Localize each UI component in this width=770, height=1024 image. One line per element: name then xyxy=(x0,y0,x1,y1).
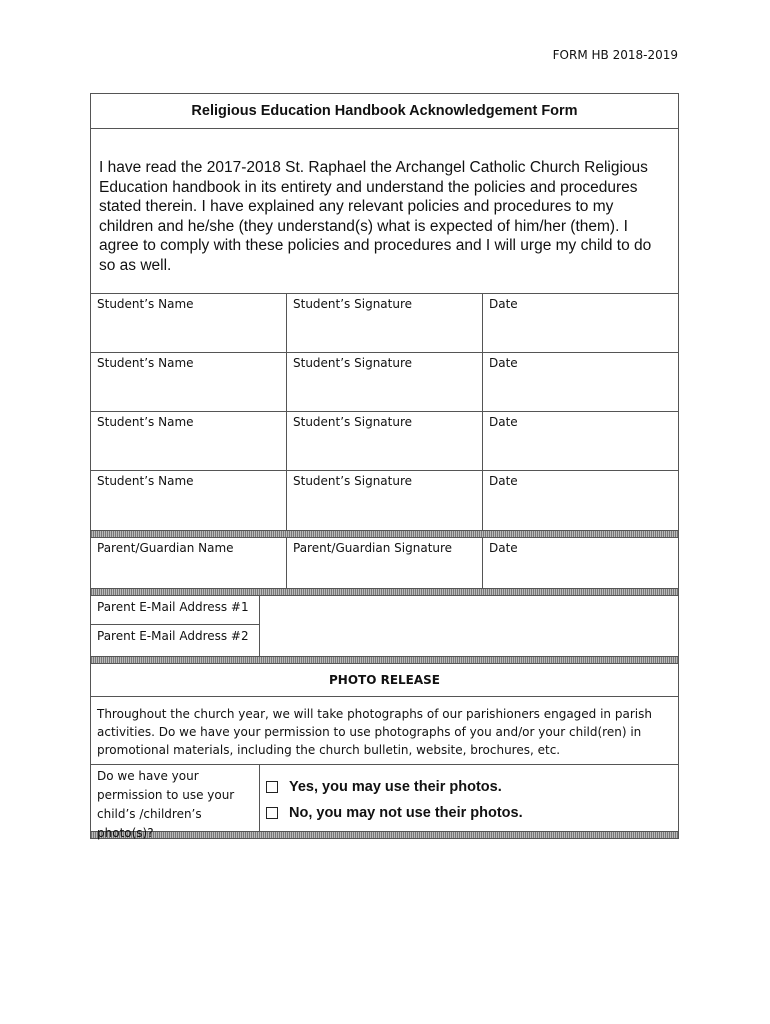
section-divider xyxy=(91,656,678,664)
email-label-1: Parent E-Mail Address #1 xyxy=(91,596,259,625)
student-name-field[interactable]: Student’s Name xyxy=(91,353,287,411)
option-yes[interactable] xyxy=(266,774,678,800)
student-row xyxy=(91,471,678,530)
parent-name-field[interactable]: Parent/Guardian Name xyxy=(91,538,287,588)
student-name-field[interactable]: Student’s Name xyxy=(91,294,287,352)
form-title: Religious Education Handbook Acknowledgement Form xyxy=(91,94,678,129)
acknowledgement-form xyxy=(90,93,679,839)
email-input-area[interactable] xyxy=(260,596,678,656)
parent-signature-field[interactable]: Parent/Guardian Signature xyxy=(287,538,483,588)
parent-row xyxy=(91,538,678,588)
form-code: FORM HB 2018-2019 xyxy=(552,48,678,62)
checkbox-no[interactable] xyxy=(266,807,278,819)
checkbox-yes[interactable] xyxy=(266,781,278,793)
email-section xyxy=(91,596,678,656)
photo-consent-question: Do we have your permission to use your child’s /children’s photo(s)? xyxy=(91,765,260,831)
section-divider xyxy=(91,530,678,538)
student-signature-field[interactable]: Student’s Signature xyxy=(287,412,483,470)
student-row xyxy=(91,412,678,471)
student-date-field[interactable]: Date xyxy=(489,297,518,311)
photo-release-text: Throughout the church year, we will take photographs of our parishioners engaged in parish activities. Do we have your permission to use photographs of you and/or your child(ren) in promotional materials, including the church bulletin, website, brochures, etc. xyxy=(91,697,678,765)
student-name-field[interactable]: Student’s Name xyxy=(91,412,287,470)
section-divider xyxy=(91,588,678,596)
student-signature-field[interactable]: Student’s Signature xyxy=(287,294,483,352)
student-date-field[interactable]: Date xyxy=(489,356,518,370)
student-signature-field[interactable]: Student’s Signature xyxy=(287,471,483,530)
photo-release-title: PHOTO RELEASE xyxy=(91,664,678,697)
student-signature-field[interactable]: Student’s Signature xyxy=(287,353,483,411)
photo-consent xyxy=(91,765,678,840)
email-labels xyxy=(91,596,260,656)
parent-date-field[interactable]: Date xyxy=(489,541,518,555)
acknowledgement-statement: I have read the 2017-2018 St. Raphael the Archangel Catholic Church Religious Education handbook in its entirety and understand the policies and procedures stated therein. I have explained any relevant policies and procedures to my children and he/she (they understand(s) what is expected of him/her (them). I agree to comply with these policies and procedures and I will urge my child to do so as well. xyxy=(91,129,678,294)
student-date-field[interactable]: Date xyxy=(489,474,518,488)
student-name-field[interactable]: Student’s Name xyxy=(91,471,287,530)
email-label-2: Parent E-Mail Address #2 xyxy=(97,629,249,643)
photo-consent-options xyxy=(260,765,678,831)
student-row xyxy=(91,353,678,412)
option-no[interactable] xyxy=(266,800,678,826)
student-row xyxy=(91,294,678,353)
bottom-divider xyxy=(91,831,678,838)
student-date-field[interactable]: Date xyxy=(489,415,518,429)
option-no-label: No, you may not use their photos. xyxy=(289,805,523,821)
option-yes-label: Yes, you may use their photos. xyxy=(289,779,502,795)
